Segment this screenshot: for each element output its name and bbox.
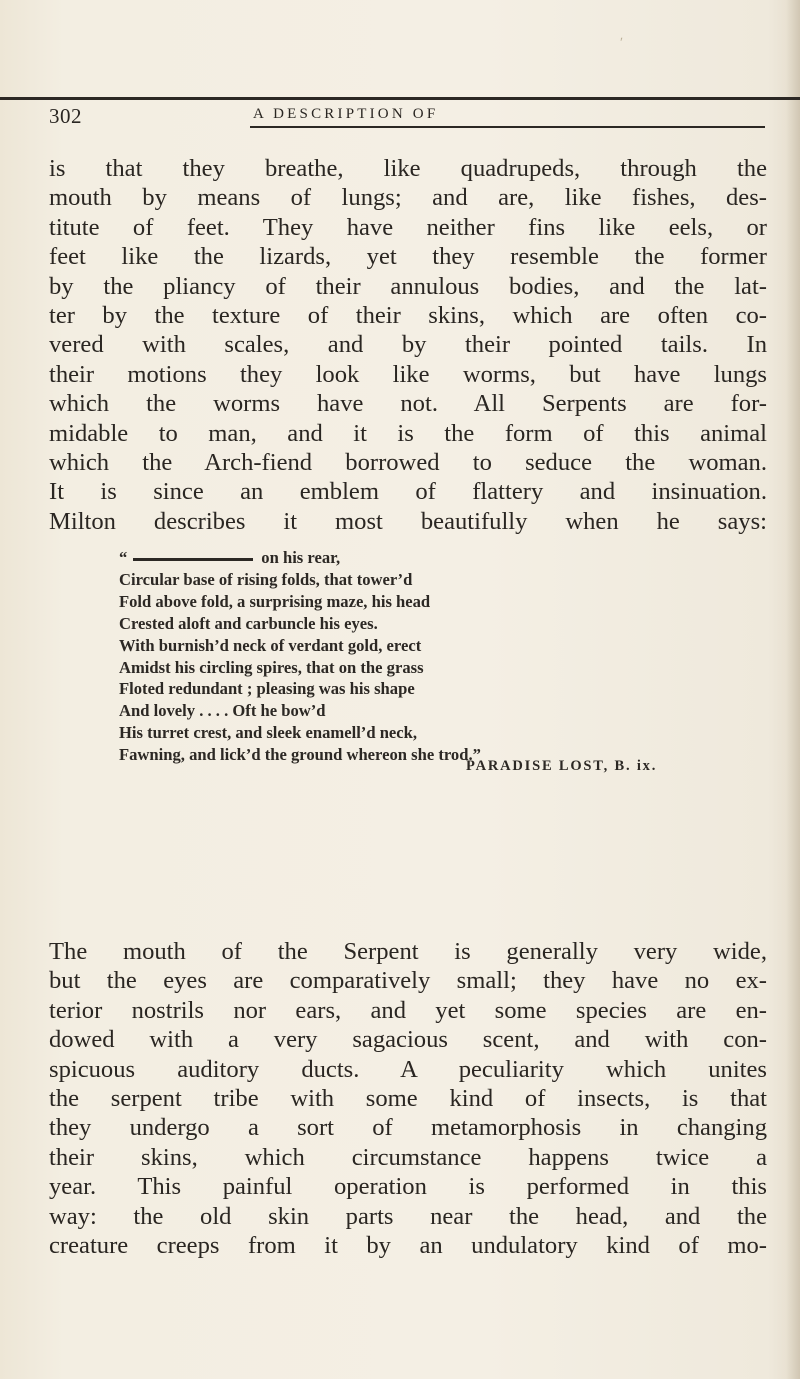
text-line: The mouth of the Serpent is generally very wide, — [49, 938, 767, 965]
text-line: creature creeps from it by an undulatory kind of mo- — [49, 1232, 767, 1260]
text-line: spicuous auditory ducts. A peculiarity which unites — [49, 1055, 767, 1083]
quote-line: on his rear, — [261, 548, 341, 567]
text-line: vered with scales, and by their pointed tails. In — [49, 331, 767, 359]
text-line: their motions they look like worms, but have lungs — [49, 360, 767, 388]
text-line: midable to man, and it is the form of this animal — [49, 419, 767, 447]
text-line: by the pliancy of their annulous bodies, and the lat- — [49, 272, 767, 300]
quote-line: His turret crest, and sleek enamell’d neck, — [119, 723, 418, 743]
quote-line: Crested aloft and carbuncle his eyes. — [119, 613, 378, 633]
quote-line: Fawning, and lick’d the ground whereon she trod.” — [119, 745, 481, 765]
text-line: way: the old skin parts near the head, and the — [49, 1202, 767, 1230]
text-line: feet like the lizards, yet they resemble the former — [49, 243, 767, 271]
paragraph-2 — [49, 937, 767, 1260]
quote-line: Amidst his circling spires, that on the grass — [119, 657, 424, 677]
omission-dash — [133, 558, 253, 561]
text-line: Milton describes it most beautifully when he says: — [49, 507, 767, 535]
text-line: they undergo a sort of metamorphosis in changing — [49, 1114, 767, 1142]
page-edge-shadow — [786, 0, 800, 1379]
text-line: mouth by means of lungs; and are, like fishes, des- — [49, 184, 767, 212]
text-line: which the worms have not. All Serpents are for- — [49, 390, 767, 418]
text-line: It is since an emblem of flattery and insinuation. — [49, 478, 767, 506]
quote-first-line — [119, 547, 719, 569]
quote-line: Floted redundant ; pleasing was his shape — [119, 679, 415, 699]
quote-attribution: PARADISE LOST, B. ix. — [466, 758, 658, 774]
text-line: year. This painful operation is performed in this — [49, 1173, 767, 1201]
quote-line: Circular base of rising folds, that tower’d — [119, 569, 413, 589]
paper-speck: ʹ — [620, 36, 624, 51]
text-line: ter by the texture of their skins, which are often co- — [49, 302, 767, 330]
open-quote-mark: “ — [119, 548, 128, 567]
text-line: the serpent tribe with some kind of insects, is that — [49, 1085, 767, 1113]
quote-line: Fold above fold, a surprising maze, his head — [119, 591, 431, 611]
header-rule — [250, 126, 765, 128]
running-head: A DESCRIPTION OF — [253, 106, 439, 122]
quote-line: With burnish’d neck of verdant gold, erect — [119, 635, 422, 655]
verse-quotation — [119, 547, 719, 766]
text-line: which the Arch-fiend borrowed to seduce the woman. — [49, 449, 767, 477]
quote-line: And lovely . . . . Oft he bow’d — [119, 701, 326, 721]
text-line: terior nostrils nor ears, and yet some species are en- — [49, 996, 767, 1024]
text-line: is that they breathe, like quadrupeds, through the — [49, 155, 767, 182]
text-line: but the eyes are comparatively small; they have no ex- — [49, 967, 767, 995]
header-top-rule — [0, 97, 800, 100]
text-line: titute of feet. They have neither fins like eels, or — [49, 213, 767, 241]
text-line: their skins, which circumstance happens twice a — [49, 1143, 767, 1171]
text-line: dowed with a very sagacious scent, and with con- — [49, 1026, 767, 1054]
paragraph-1 — [49, 154, 767, 536]
page-number: 302 — [49, 104, 82, 128]
